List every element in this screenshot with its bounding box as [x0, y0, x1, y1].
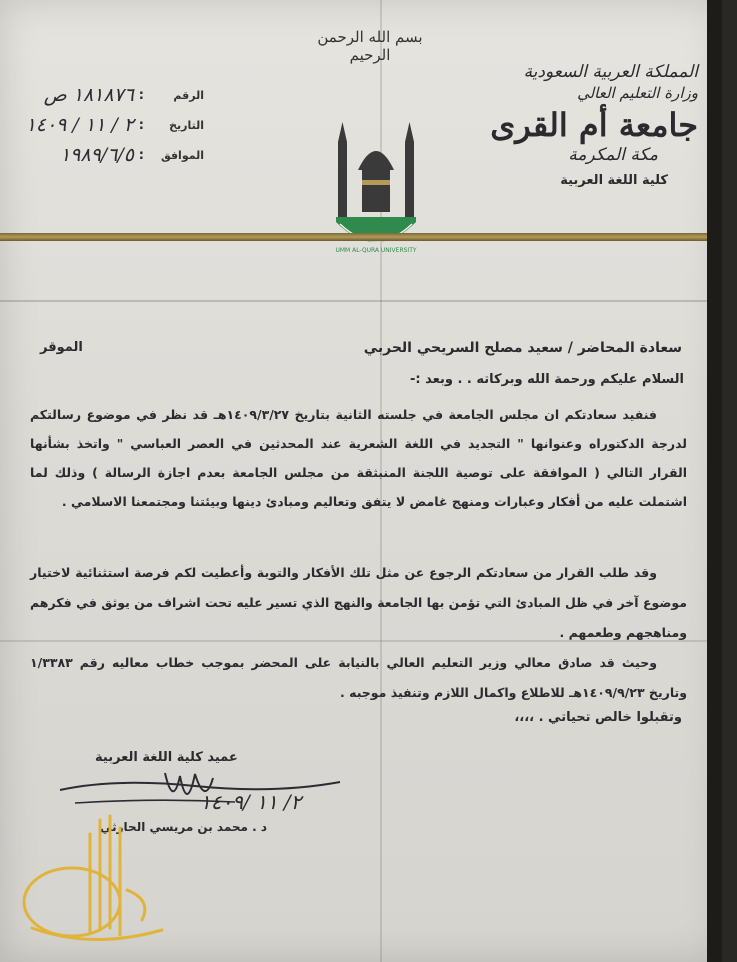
- corresp-value: ١٩٨٩/٦/٥: [59, 144, 134, 166]
- header-rule: [0, 233, 707, 241]
- reference-number-row: الرقم : ١٨١٨٧٦ ص: [4, 80, 204, 110]
- body-paragraph-1: فنفيد سعادتكم ان مجلس الجامعة في جلسته الثانية بتاريخ ١٤٠٩/٣/٢٧هـ قد نظر في موضوع رسالتكم لدرجة الدكتوراه وعنوانها " التجديد في اللغة الشعرية عند المحدثين في العصر العباسي " واتخذ بشأنها القرار التالي ( الموافقة على توصية اللجنة المنبثقة من مجلس الجامعة بعدم اجازة الرسالة ) وذلك لما اشتملت عليه من أفكار وعبارات ومنهج غامض لا يتفق وتعاليم ومبادئ دينها وبيئتنا ومجتمعنا الاسلامي .: [30, 407, 687, 509]
- emblem-caption: UMM AL-QURA UNIVERSITY: [335, 247, 417, 254]
- basmala: بسم الله الرحمن الرحيم: [317, 28, 423, 64]
- signatory-name: د . محمد بن مريسي الحارثي: [100, 820, 268, 834]
- signature-date: ٢/ ١١ /١٤٠٩: [200, 790, 302, 814]
- city-name: مكة المكرمة: [568, 145, 658, 166]
- honorific: الموقر: [40, 340, 83, 355]
- ministry-name: وزارة التعليم العالي: [577, 84, 698, 102]
- reference-date-row: التاريخ : ٢ / ١١ / ١٤٠٩: [4, 110, 204, 140]
- date-value: ٢ / ١١ / ١٤٠٩: [25, 114, 134, 136]
- reference-corresp-row: الموافق : ١٩٨٩/٦/٥: [4, 140, 204, 170]
- closing-line: وتقبلوا خالص تحياتي . ،،،،: [514, 710, 682, 725]
- greeting: السلام عليكم ورحمة الله وبركاته . . وبعد :-: [409, 372, 684, 387]
- date-label: التاريخ: [169, 118, 204, 132]
- number-label: الرقم: [173, 88, 204, 102]
- kingdom-name: المملكة العربية السعودية: [523, 62, 698, 82]
- number-value: ١٨١٨٧٦ ص: [43, 84, 134, 106]
- signatory-title: عميد كلية اللغة العربية: [95, 750, 238, 765]
- calligraphy-watermark-icon: [12, 810, 172, 960]
- reference-block: [4, 80, 204, 170]
- university-name: جامعة أم القرى: [490, 106, 698, 144]
- fold-line: [0, 300, 722, 302]
- college-name: كلية اللغة العربية: [560, 173, 668, 189]
- recipient-line: سعادة المحاضر / سعيد مصلح السريحي الحربي: [363, 340, 682, 356]
- body-paragraph-3: وحيث قد صادق معالي وزير التعليم العالي بالنيابة على المحضر بموجب خطاب معاليه رقم ١/٣٣٨٣ وتاريخ ١٤٠٩/٩/٢٣هـ للاطلاع واكمال اللازم وتنفيذ موجبه .: [30, 655, 687, 700]
- corresp-label: الموافق: [160, 148, 204, 162]
- letterhead: [468, 62, 698, 188]
- body-paragraph-2: وقد طلب القرار من سعادتكم الرجوع عن مثل تلك الأفكار والتوبة وأعطيت لكم فرصة استثنائية لاختيار موضوع آخر في ظل المبادئ التي تؤمن بها الجامعة والنهج الذي تسير عليه تحت اشراف من يوثق في فكرهم ومناهجهم وطعمهم .: [30, 565, 687, 640]
- page-edge-shadow: [707, 0, 722, 962]
